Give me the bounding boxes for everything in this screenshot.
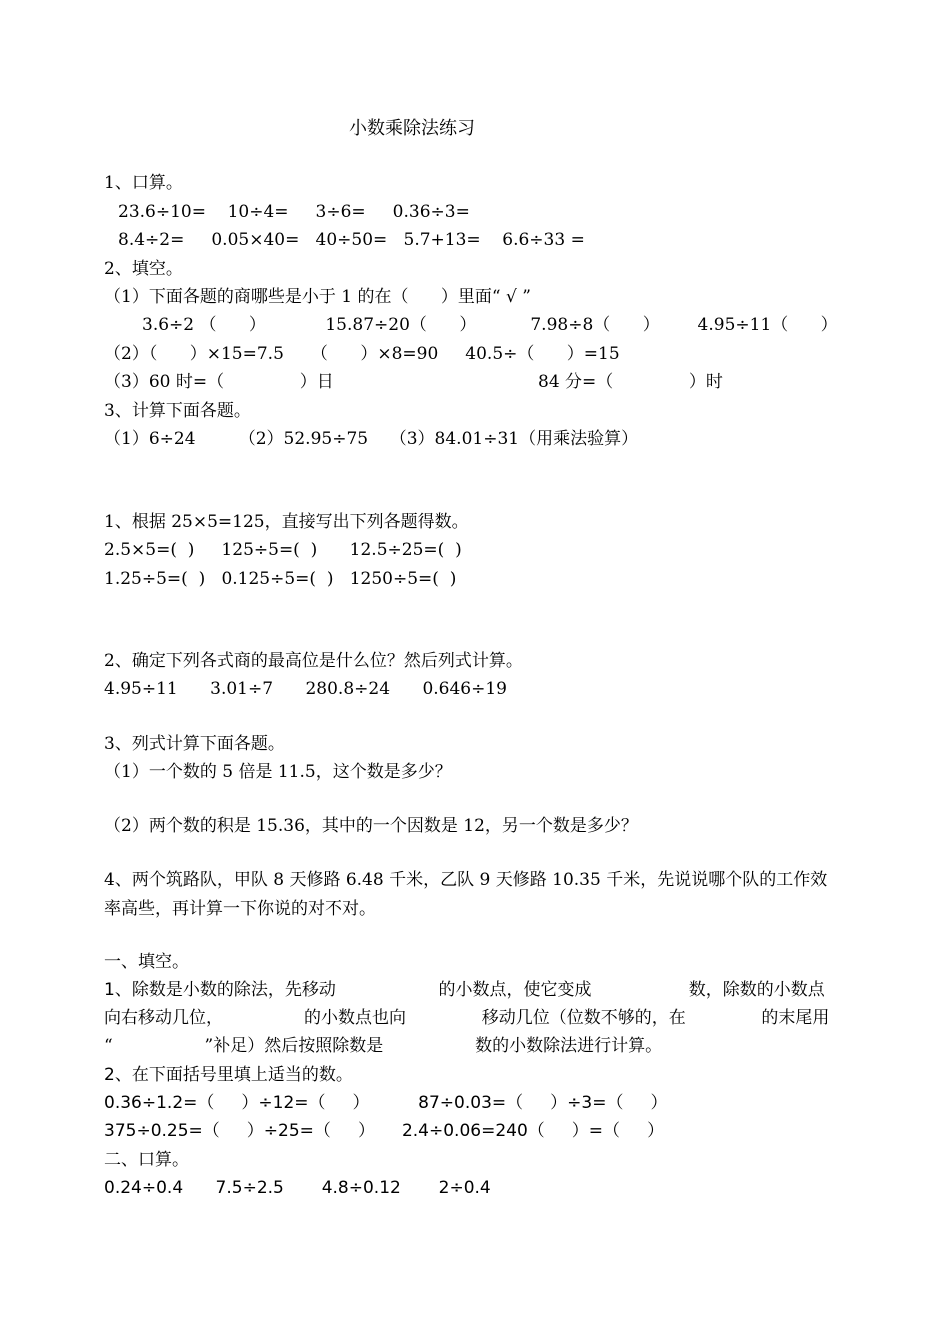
fill-blank-3-left: （3）60 时=（ ）日 [104,372,334,392]
derive-heading: 1、根据 25×5=125，直接写出下列各题得数。 [104,512,469,532]
brackets-heading: 2、在下面括号里填上适当的数。 [104,1065,353,1085]
rule-line-2: 向右移动几位， 的小数点也向 移动几位（位数不够的，在 的末尾用 [104,1008,830,1028]
brackets-row-1: 0.36÷1.2=（ ）÷12=（ ） 87÷0.03=（ ）÷3=（ ） [104,1093,668,1113]
road-problem-line-2: 率高些，再计算一下你说的对不对。 [104,899,376,919]
q2-heading: 2、填空。 [104,259,183,279]
highest-digit-items: 4.95÷11 3.01÷7 280.8÷24 0.646÷19 [104,679,507,699]
calc-items: （1）6÷24 （2）52.95÷75 （3）84.01÷31（用乘法验算） [104,429,639,449]
fill-blank-1-items: 3.6÷2 （ ） 15.87÷20（ ） 7.98÷8（ ） 4.95÷11（ ） [142,315,838,335]
fill-blank-2: （2）（ ）×15=7.5 （ ）×8=90 40.5÷（ ）=15 [104,344,620,364]
section-2-heading: 二、口算。 [104,1150,189,1170]
word-problems-heading: 3、列式计算下面各题。 [104,734,285,754]
rule-line-1: 1、除数是小数的除法，先移动 的小数点，使它变成 数，除数的小数点 [104,980,825,1000]
page-title: 小数乘除法练习 [349,118,475,139]
derive-row-1: 2.5×5=( ) 125÷5=( ) 12.5÷25=( ) [104,540,462,560]
fill-blank-3-right: 84 分=（ ）时 [538,372,723,392]
word-problem-2: （2）两个数的积是 15.36，其中的一个因数是 12，另一个数是多少？ [104,816,638,836]
brackets-row-2: 375÷0.25=（ ）÷25=（ ） 2.4÷0.06=240（ ）=（ ） [104,1121,665,1141]
word-problem-1: （1）一个数的 5 倍是 11.5，这个数是多少？ [104,762,452,782]
oral-items: 0.24÷0.4 7.5÷2.5 4.8÷0.12 2÷0.4 [104,1178,491,1198]
road-problem-line-1: 4、两个筑路队，甲队 8 天修路 6.48 千米，乙队 9 天修路 10.35 千米，先说说哪个队的工作效 [104,870,828,890]
highest-digit-heading: 2、确定下列各式商的最高位是什么位？然后列式计算。 [104,651,523,671]
section-1-heading: 一、填空。 [104,952,189,972]
derive-row-2: 1.25÷5=( ) 0.125÷5=( ) 1250÷5=( ) [104,569,457,589]
fill-blank-1: （1）下面各题的商哪些是小于 1 的在（ ）里面“ √ ” [104,287,531,307]
oral-calc-row-1: 23.6÷10= 10÷4= 3÷6= 0.36÷3= [118,202,470,222]
q1-heading: 1、口算。 [104,173,183,193]
q3-heading: 3、计算下面各题。 [104,401,251,421]
oral-calc-row-2: 8.4÷2= 0.05×40= 40÷50= 5.7+13= 6.6÷33 = [118,230,585,250]
rule-line-3: “ ”补足）然后按照除数是 数的小数除法进行计算。 [104,1036,663,1056]
